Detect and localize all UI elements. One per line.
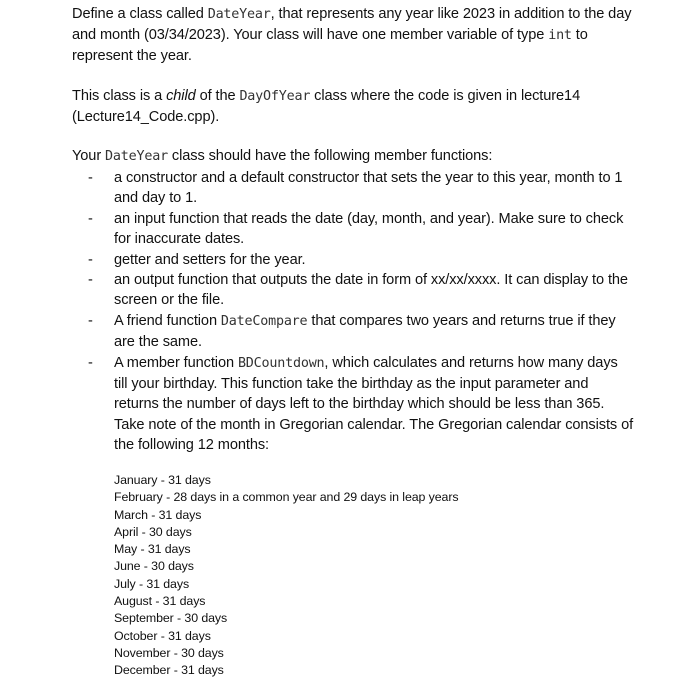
list-item	[88, 250, 634, 270]
month-item: March - 31 days	[114, 507, 202, 522]
bullet-text: an output function that outputs the date in form of xx/xx/xxxx. It can display to the screen or the file.	[114, 272, 628, 309]
bullet-text: , which calculates and returns how many days till your birthday. This function take the birthday as the input parameter and returns the number of days left to the birthday which should be less than 365. Take note of the month in Gregorian calendar. The Gregorian calendar consists of the following 12 months:	[114, 354, 634, 454]
intro-paragraph	[72, 4, 632, 67]
month-item: October - 31 days	[114, 628, 211, 643]
inheritance-text-3: class where the code is given in lecture14 (Lecture14_Code.cpp).	[72, 88, 581, 125]
bullet-dash: -	[88, 170, 93, 186]
month-item: July - 31 days	[114, 576, 190, 591]
list-item	[88, 168, 634, 209]
intro-text-3: to represent the year.	[72, 27, 588, 64]
month-item: December - 31 days	[114, 663, 224, 678]
month-list	[114, 472, 534, 680]
month-item: August - 31 days	[114, 594, 206, 609]
inheritance-text-1: This class is a	[72, 88, 167, 104]
bullet-dash: -	[88, 272, 93, 289]
month-item: September - 30 days	[114, 611, 228, 626]
bullet-text: that compares two years and returns true if they are the same.	[114, 312, 616, 351]
list-item	[88, 311, 634, 353]
class-name-code: DateYear	[207, 7, 271, 22]
bullet-text: A member function	[114, 354, 238, 371]
intro-text-2: , that represents any year like 2023 in addition to the day and month (03/34/2023). Your class will have one member variable of type	[72, 6, 632, 43]
month-item: January - 31 days	[114, 473, 211, 487]
bd-countdown-code: BDCountdown	[237, 355, 325, 371]
member-function-list	[88, 168, 634, 456]
month-item: February - 28 days in a common year and 29 days in leap years	[114, 490, 459, 505]
inheritance-text-2: of the	[195, 88, 240, 104]
members-class-name-code: DateYear	[105, 149, 168, 164]
month-item: November - 30 days	[114, 645, 224, 660]
list-item	[88, 209, 634, 250]
members-intro-text-1: Your	[72, 148, 106, 164]
type-name-code: int	[548, 28, 572, 43]
month-item: May - 31 days	[114, 542, 191, 557]
members-intro-text-2: class should have the following member functions:	[167, 148, 493, 164]
bullet-dash: -	[88, 312, 93, 329]
list-item	[88, 270, 634, 311]
bullet-text: an input function that reads the date (day, month, and year). Make sure to check for inaccurate dates.	[114, 210, 624, 248]
bullet-text: A friend function	[114, 312, 221, 329]
bullet-text: a constructor and a default constructor that sets the year to this year, month to 1 and day to 1.	[114, 170, 623, 207]
date-compare-code: DateCompare	[220, 313, 308, 329]
list-item	[88, 353, 634, 456]
bullet-dash: -	[88, 210, 93, 227]
bullet-dash: -	[88, 354, 93, 371]
parent-class-code: DayOfYear	[239, 89, 311, 104]
bullet-text: getter and setters for the year.	[114, 251, 306, 268]
month-item: April - 30 days	[114, 524, 192, 539]
month-item: June - 30 days	[114, 559, 194, 574]
child-emphasis: child	[166, 88, 196, 104]
members-intro-paragraph	[72, 146, 632, 167]
inheritance-paragraph	[72, 86, 632, 128]
intro-text-1: Define a class called	[72, 6, 208, 22]
bullet-dash: -	[88, 251, 93, 268]
